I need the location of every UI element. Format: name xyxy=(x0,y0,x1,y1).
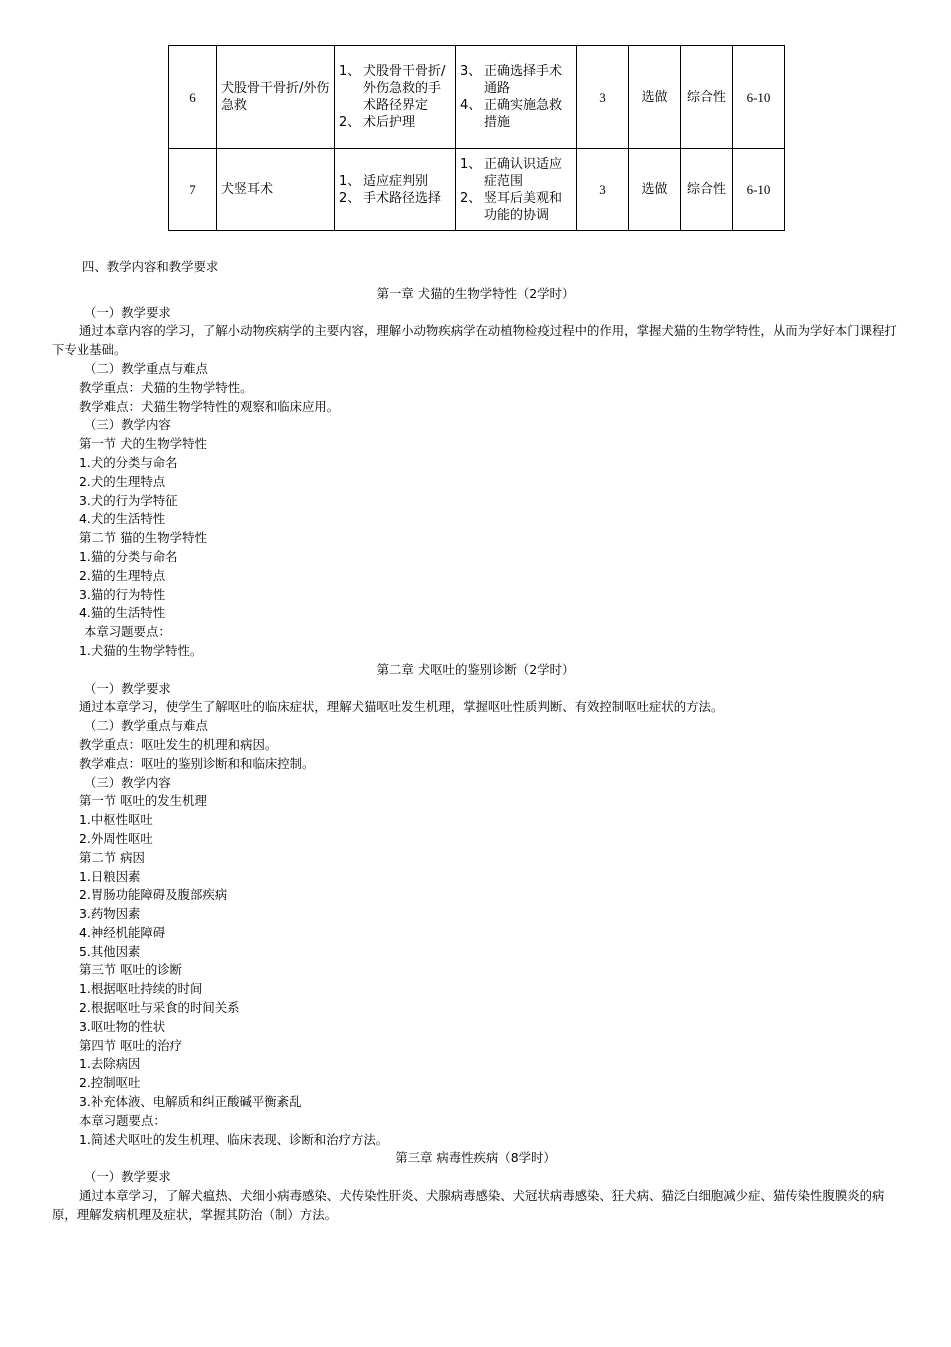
subsection-heading: （一）教学要求 xyxy=(84,680,171,696)
row-number: 7 xyxy=(169,149,217,231)
category-cell: 综合性 xyxy=(681,46,733,149)
experiment-table xyxy=(168,45,785,231)
section-title: 第四节 呕吐的治疗 xyxy=(79,1037,183,1053)
list-item: 1.犬的分类与命名 xyxy=(79,454,178,470)
table-row xyxy=(169,46,785,149)
list-item: 1.中枢性呕吐 xyxy=(79,812,153,828)
subsection-heading: （二）教学重点与难点 xyxy=(84,718,208,734)
paragraph: 通过本章学习，使学生了解呕吐的临床症状，理解犬猫呕吐发生机理，掌握呕吐性质判断、有效控制呕吐症状的方法。 xyxy=(79,699,724,715)
experiment-name: 犬股骨干骨折/外伤急救 xyxy=(217,46,335,149)
experiment-requirements xyxy=(456,46,577,149)
main-content xyxy=(0,258,951,1225)
list-item: 2.外周性呕吐 xyxy=(79,830,153,846)
hours-cell: 3 xyxy=(577,46,629,149)
list-item: 4.犬的生活特性 xyxy=(79,511,166,527)
list-item: 1.简述犬呕吐的发生机理、临床表现、诊断和治疗方法。 xyxy=(79,1131,389,1147)
paragraph: 通过本章学习，了解犬瘟热、犬细小病毒感染、犬传染性肝炎、犬腺病毒感染、犬冠状病毒感染、狂犬病、猫泛白细胞减少症、猫传染性腹膜炎的病原，理解发病机理及症状，掌握其防治（制）方法。 xyxy=(52,1188,885,1222)
type-cell: 选做 xyxy=(629,149,681,231)
chapter-title: 第一章 犬猫的生物学特性（2学时） xyxy=(376,285,575,301)
list-item: 2.猫的生理特点 xyxy=(79,567,166,583)
list-item: 3.猫的行为特性 xyxy=(79,586,166,602)
experiment-requirements xyxy=(456,149,577,231)
chapter-title: 第二章 犬呕吐的鉴别诊断（2学时） xyxy=(376,661,575,677)
list-item: 2、 竖耳后美观和功能的协调 xyxy=(460,190,563,223)
list-item: 1、 犬股骨干骨折/外伤急救的手术路径界定 xyxy=(339,64,446,113)
list-item: 4、 正确实施急救措施 xyxy=(460,98,563,130)
category-cell: 综合性 xyxy=(681,149,733,231)
list-item: 2.根据呕吐与采食的时间关系 xyxy=(79,1000,240,1016)
exercise-heading: 本章习题要点： xyxy=(84,624,171,640)
subsection-heading: （三）教学内容 xyxy=(84,774,171,790)
section-title: 第二节 猫的生物学特性 xyxy=(79,530,207,546)
section-title: 第一节 呕吐的发生机理 xyxy=(79,793,207,809)
list-item: 3.药物因素 xyxy=(79,906,141,922)
list-item: 4.猫的生活特性 xyxy=(79,605,166,621)
type-cell: 选做 xyxy=(629,46,681,149)
section-title: 第三节 呕吐的诊断 xyxy=(79,962,183,978)
list-item: 4.神经机能障碍 xyxy=(79,924,166,940)
subsection-heading: （三）教学内容 xyxy=(84,417,171,433)
list-item: 1.猫的分类与命名 xyxy=(79,548,178,564)
experiment-content xyxy=(335,46,456,149)
text-line: 教学重点：呕吐发生的机理和病因。 xyxy=(79,736,278,752)
text-line: 教学重点：犬猫的生物学特性。 xyxy=(79,379,253,395)
list-item: 2.胃肠功能障碍及腹部疾病 xyxy=(79,887,228,903)
paragraph: 通过本章内容的学习，了解小动物疾病学的主要内容，理解小动物疾病学在动植物检疫过程中的作用，掌握犬猫的生物学特性，从而为学好本门课程打下专业基础。 xyxy=(52,323,897,358)
list-item: 2.控制呕吐 xyxy=(79,1075,141,1091)
list-item: 2、 术后护理 xyxy=(339,115,416,130)
list-item: 3.犬的行为学特征 xyxy=(79,492,178,508)
section-heading: 四、教学内容和教学要求 xyxy=(82,259,219,274)
list-item: 2.犬的生理特点 xyxy=(79,473,166,489)
list-item: 5.其他因素 xyxy=(79,943,141,959)
list-item: 3、 正确选择手术通路 xyxy=(460,64,563,96)
subsection-heading: （二）教学重点与难点 xyxy=(84,360,208,376)
hours-cell: 3 xyxy=(577,149,629,231)
section-title: 第二节 病因 xyxy=(79,849,145,865)
text-line: 教学难点：犬猫生物学特性的观察和临床应用。 xyxy=(79,398,340,414)
list-item: 3.补充体液、电解质和纠正酸碱平衡紊乱 xyxy=(79,1094,302,1110)
experiment-content xyxy=(335,149,456,231)
chapter-title: 第三章 病毒性疾病（8学时） xyxy=(395,1150,556,1166)
subsection-heading: （一）教学要求 xyxy=(84,304,171,320)
list-item: 1.去除病因 xyxy=(79,1056,141,1072)
exercise-heading: 本章习题要点： xyxy=(79,1112,166,1128)
list-item: 1、 正确认识适应症范围 xyxy=(460,156,563,189)
group-size-cell: 6-10 xyxy=(733,46,785,149)
list-item: 3.呕吐物的性状 xyxy=(79,1018,166,1034)
group-size-cell: 6-10 xyxy=(733,149,785,231)
list-item: 1.日粮因素 xyxy=(79,868,141,884)
section-title: 第一节 犬的生物学特性 xyxy=(79,436,207,452)
experiment-name: 犬竖耳术 xyxy=(217,149,335,231)
row-number: 6 xyxy=(169,46,217,149)
list-item: 2、 手术路径选择 xyxy=(339,190,442,206)
list-item: 1.犬猫的生物学特性。 xyxy=(79,642,203,658)
list-item: 1、 适应症判别 xyxy=(339,173,429,189)
list-item: 1.根据呕吐持续的时间 xyxy=(79,981,203,997)
subsection-heading: （一）教学要求 xyxy=(84,1169,171,1185)
text-line: 教学难点：呕吐的鉴别诊断和和临床控制。 xyxy=(79,755,315,771)
table-row xyxy=(169,149,785,231)
